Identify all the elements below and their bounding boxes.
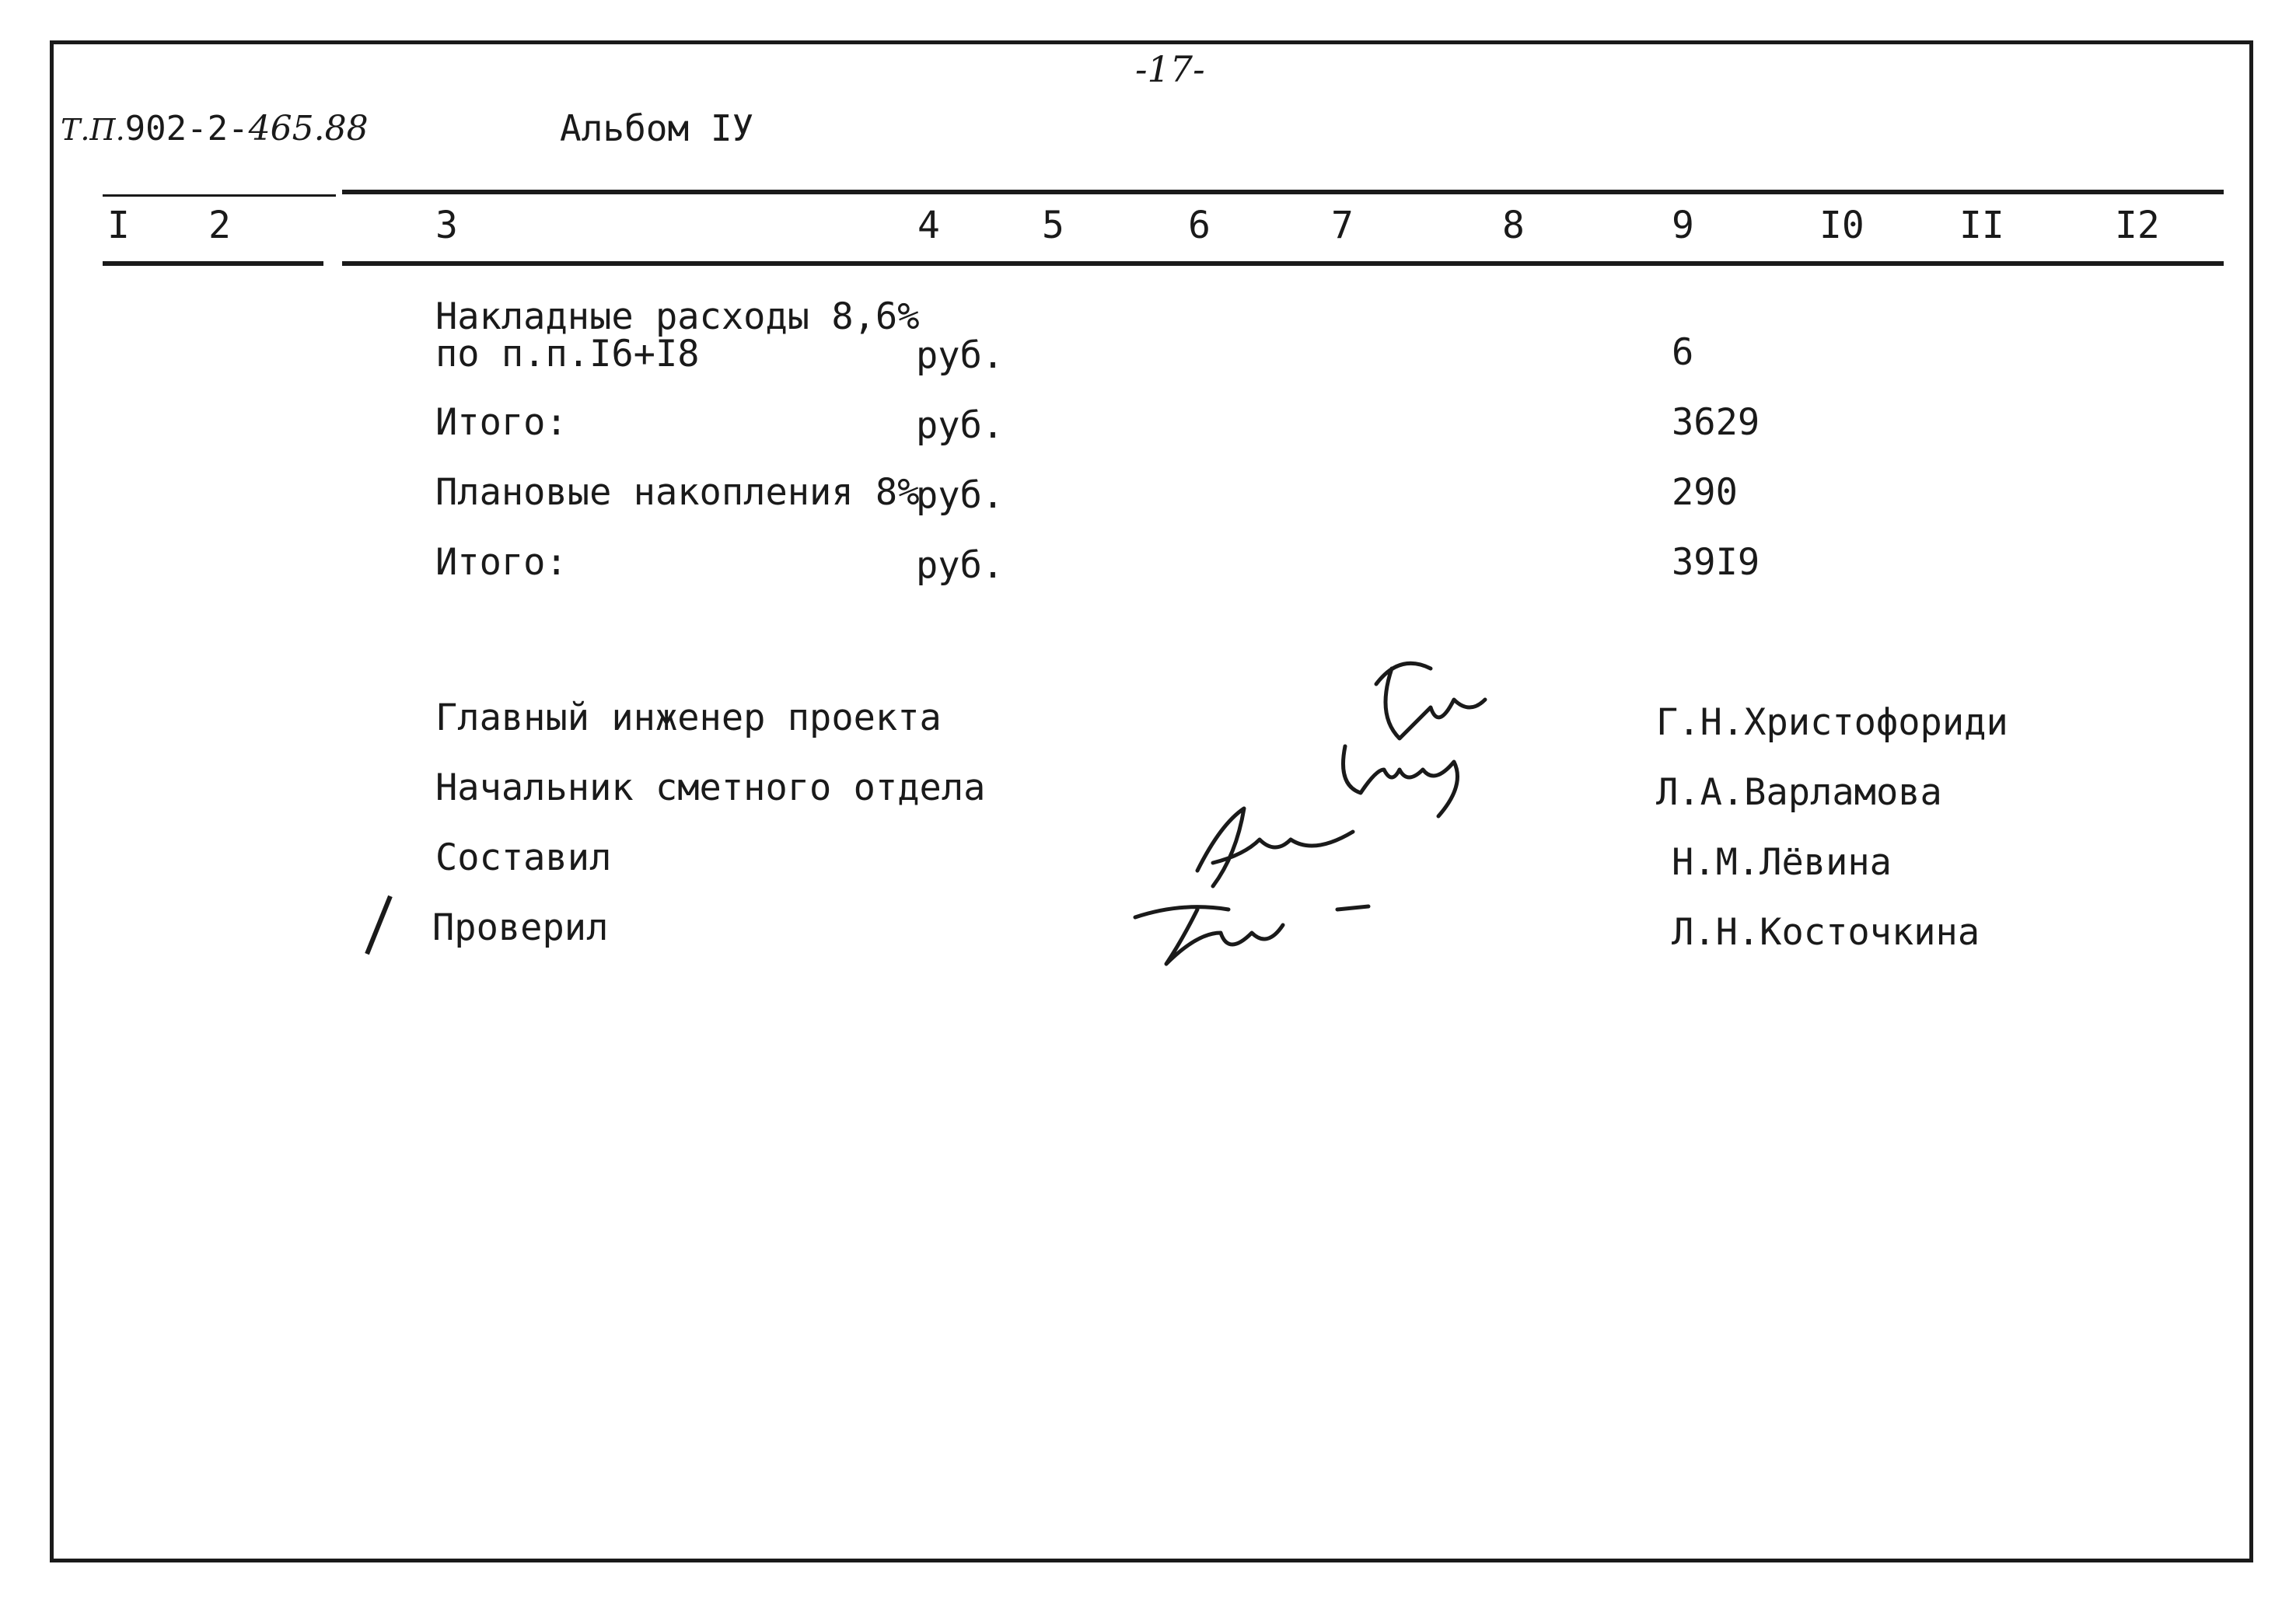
column-header: I2 [2115,204,2160,247]
signature-role: Составил [435,836,612,879]
row-unit: руб. [916,474,1005,517]
doc-code [61,109,369,148]
signature-stroke-1 [1376,663,1485,738]
row-unit: руб. [916,334,1005,377]
signature-person: Г.Н.Христофориди [1656,701,2008,744]
column-header: II [1959,204,2004,247]
album-label: Альбом IУ [560,107,754,149]
column-header: 7 [1331,204,1354,247]
signature-role: Начальник сметного отдела [435,766,986,809]
signature-person: Л.А.Варламова [1656,771,1942,814]
row-value: 6 [1672,331,1694,374]
page-number: -17- [1135,48,1205,90]
column-header: 8 [1502,204,1525,247]
handwritten-signatures [1089,637,1555,979]
row-unit: руб. [916,544,1005,587]
row-name: Итого: [435,401,568,444]
doc-code-suffix: 465.88 [248,109,369,148]
signature-role: Проверил [432,906,609,949]
signature-person: Н.М.Лёвина [1672,841,1892,884]
column-header: 5 [1042,204,1064,247]
column-header: 6 [1188,204,1211,247]
row-value: 290 [1672,471,1738,514]
signature-stroke-4 [1135,906,1368,964]
signature-stroke-2 [1344,746,1458,816]
header-top-rule [342,190,2224,194]
signature-person: Л.Н.Косточкина [1672,911,1980,954]
header-top-rule-left [103,194,336,197]
row-name: Итого: [435,541,568,584]
row-value: 3629 [1672,401,1760,444]
header-bottom-rule [342,261,2224,266]
column-header: 2 [208,204,231,247]
doc-code-prefix: Т.П. [61,113,125,147]
column-header: 9 [1672,204,1694,247]
row-name: Накладные расходы 8,6% [435,295,920,338]
column-header: 3 [435,204,458,247]
doc-code-main: 902-2- [124,109,249,148]
column-header: I [107,204,130,247]
row-value: 39I9 [1672,541,1760,584]
column-header: 4 [917,204,940,247]
row-name: Плановые накопления 8% [435,471,920,514]
row-unit: руб. [916,404,1005,447]
signature-stroke-3 [1197,808,1353,886]
signature-role: Главный инженер проекта [435,697,942,739]
row-name: по п.п.I6+I8 [435,333,700,375]
column-header: I0 [1819,204,1864,247]
header-bottom-rule-left [103,261,323,266]
